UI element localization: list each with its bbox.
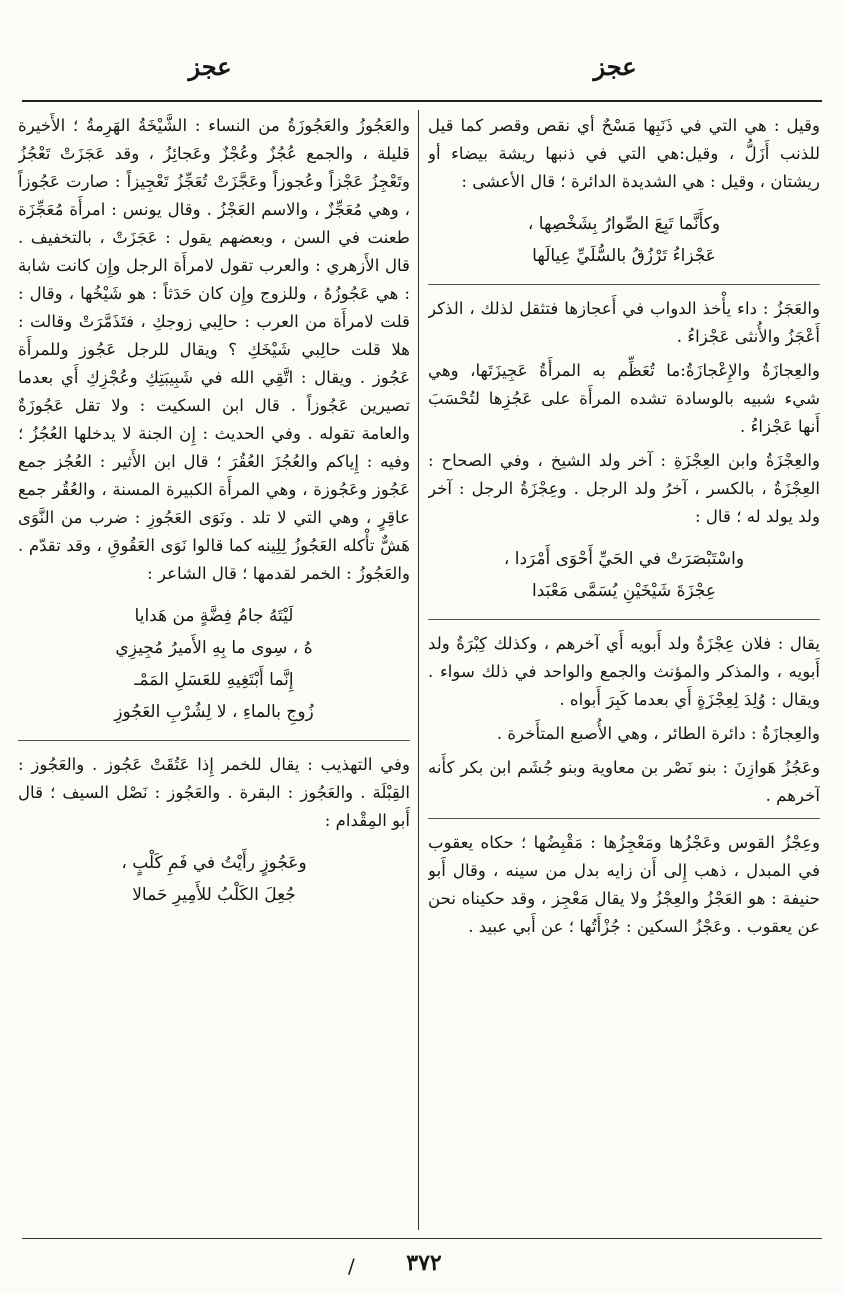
paragraph: والعِجازَةُ : دائرة الطائر ، وهي الأُصبع المتأَخرة . (496, 724, 820, 743)
header-rule (22, 100, 822, 102)
column-divider (418, 110, 419, 1230)
verse-line: عَجْزاءُ تَرْزُقُ بالسُّلَيِّ عِيالَها (532, 246, 716, 266)
verse-line: هُ ، سِوى ما بِهِ الأَميرُ مُجِيزِي (115, 638, 313, 658)
verse (428, 208, 820, 272)
left-column (18, 112, 410, 1232)
footer-rule (22, 1238, 822, 1239)
paragraph: وعَجُزُ هَوازِنَ : بنو نَصْر بن معاوية وبنو جُشَم ابن بكر كأَنه آخرهم . (428, 758, 820, 805)
verse-line: زُوجِ بالماءِ ، لا لِشُرْبِ العَجُوزِ (114, 702, 314, 722)
section-separator (428, 284, 820, 285)
right-column (428, 112, 820, 1232)
paragraph: وفي التهذيب : يقال للخمر إِذا عَتُقَتْ عَجُوز . والعَجُوز : القِبْلَة . والعَجُوز : البقرة . والعَجُوز : نَصْل السيف ؛ قال أَبو المِقْدام : (18, 755, 410, 830)
verse (18, 600, 410, 728)
section-separator (428, 619, 820, 620)
verse (18, 847, 410, 911)
paragraph: والعِجْزَةُ وابن العِجْزَةِ : آخر ولد الشيخ ، وفي الصحاح : العِجْزَةُ ، بالكسر ، آخرُ ولد الرجل . وعِجْزَةُ الرجل : آخر ولد يولد له ؛ قال : (428, 451, 820, 526)
verse-line: عِجْزَةَ شَيْخَيْنِ يُسَمَّى مَعْبَدا (531, 581, 716, 601)
paragraph: يقال : فلان عِجْزَةُ ولد أَبويه أَي آخرهم ، وكذلك كِبْرَةُ ولد أَبويه ، والمذكر والمؤنث والجمع والواحد في ذلك سواء . ويقال : وُلِدَ لِعِجْزَةٍ أَي بعدما كَبِرَ أَبواه . (428, 634, 820, 709)
verse-line: لَيْتَهُ جامُ فِضَّةٍ من هَدايا (134, 606, 294, 626)
verse-line: جُعِلَ الكَلْبُ للأَمِيرِ حَمالا (132, 885, 296, 905)
page-number: ٣٧٢ (406, 1250, 442, 1276)
section-separator (428, 818, 820, 819)
verse-line: وكأَنَّما تَبِعَ الصِّوارُ بِشَخْصِها ، (527, 214, 721, 234)
verse-line: وعَجُوزٍ رأَيْتُ في فَمِ كَلْبٍ ، (121, 853, 307, 873)
footer-mark: / (348, 1254, 355, 1278)
verse-line: واسْتَبْصَرَتْ في الحَيِّ أَحْوَى أَمْرَدا ، (503, 549, 745, 569)
section-separator (18, 740, 410, 741)
verse (428, 543, 820, 607)
paragraph: وقيل : هي التي في ذَنَبِها مَسْحٌ أي نقص وقصر كما قيل للذنب أَزَلُّ ، وقيل:هي التي في ذنبها ريشة بيضاء أو ريشتان ، وقيل : هي الشديدة الدائرة ؛ قال الأعشى : (428, 116, 820, 191)
paragraph: والعَجَزُ : داء يأْخذ الدواب في أَعجازها فتثقل لذلك ، الذكر أَعْجَزُ والأُنثى عَجْزاءُ . (428, 299, 820, 346)
header-left-word: عجز (188, 52, 232, 81)
verse-line: إِنَّما أَبْتَغِيهِ للعَسَلِ المَمْـ (134, 670, 294, 690)
paragraph: وعِجْزُ القوس وعَجْزُها ومَعْجِزُها : مَقْبِضُها ؛ حكاه يعقوب في المبدل ، ذهب إِلى أَن زايه بدل من سينه ، وقال أَبو حنيفة : هو العَجْزُ والعِجْزُ ولا يقال مَعْجِز ، وقد حكيناه نحن عن يعقوب . وعَجْزُ السكين : جُزْأَتُها ؛ عن أَبي عبيد . (428, 833, 820, 936)
paragraph: والعِجازَةُ والإِعْجازَةُ:ما تُعَظِّم به المرأَةُ عَجِيزَتَها، وهي شيء شبيه بالوسادة تشده المرأَة على عَجُزِها لتُحْسَبَ أَنها عَجْزاءُ . (428, 361, 820, 436)
header-right-word: عجز (593, 52, 637, 81)
paragraph: والعَجُوزُ والعَجُوزَةُ من النساء : الشَّيْخَةُ الهَرِمةُ ؛ الأَخيرة قليلة ، والجمع عُجُزٌ وعُجْزٌ وعَجائِزُ ، وقد عَجَزَتْ تَعْجُزُ وتَعْجِزُ عَجْزاً وعُجوزاً وعَجَّزَتْ تُعَجِّزُ تَعْجِيزاً : صارت عَجُوزاً ، وهي مُعَجِّزٌ ، والاسم العَجْزُ . وقال يونس : امرأَة مُعَجِّزَة طعنت في السن ، وبعضهم يقول : عَجَزَتْ ، بالتخفيف . قال الأَزهري : والعرب تقول لامرأَة الرجل وإِن كانت شابة : هي عَجُوزُهُ ، وللزوج وإِن كان حَدَثاً : هو شَيْخُها ، وقال : قلت لامرأَة من العرب : حالِبي زوجكِ ، فتَذَمَّرَتْ وقالت : هلا قلت حالِبي شَيْخَكِ ؟ ويقال للرجل عَجُوز وللمرأَة عَجُوز . ويقال : اتَّقِي الله في شَبِيبَتِكِ وعُجْزِكِ أَي بعدما تصيرين عَجُوزاً . قال ابن السكيت : ولا تقل عَجُوزَةٌ والعامة تقوله . وفي الحديث : إِن الجنة لا يدخلها العُجُزُ ؛ وفيه : إِياكم والعُجُزَ العُقُرَ ؛ قال ابن الأَثير : العُجُز جمع عَجُوز وعَجُوزة ، وهي المرأَة الكبيرة المسنة ، والعُقُر جمع عاقِرٍ ، وهي التي لا تلد . ونَوَى العَجُوزِ : ضرب من النَّوَى هَشٌّ تأْكله العَجُوزُ لِلِينه كما قالوا نَوَى العَقُوقِ ، وقد تقدّم . والعَجُوزُ : الخمر لقدمها ؛ قال الشاعر : (18, 116, 410, 583)
